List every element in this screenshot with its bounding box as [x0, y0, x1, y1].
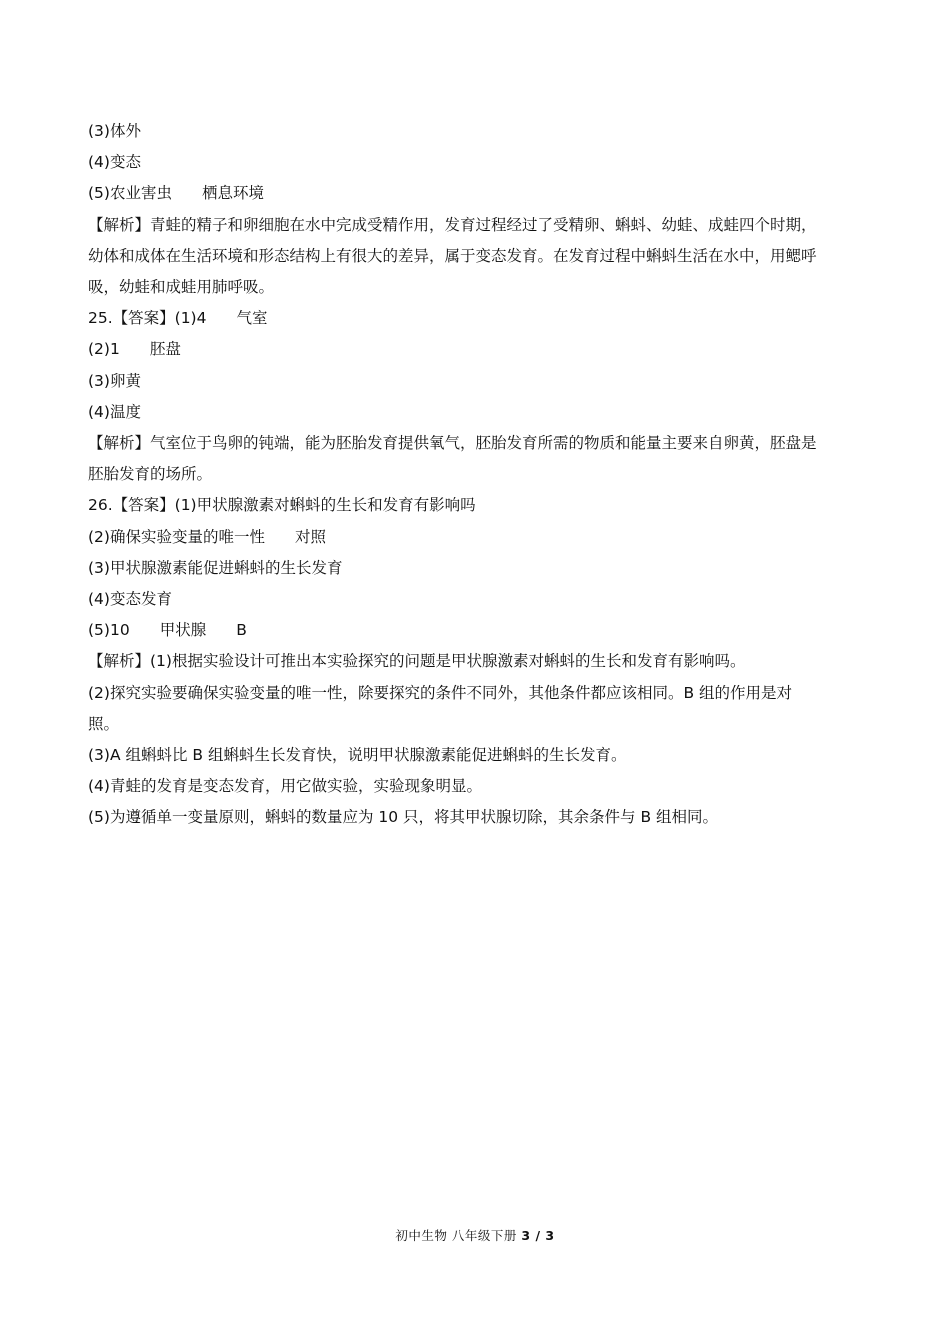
page-footer — [0, 1226, 950, 1244]
answer-line: (5)农业害虫 栖息环境 — [88, 184, 264, 203]
explanation-line: (4)青蛙的发育是变态发育，用它做实验，实验现象明显。 — [88, 777, 482, 796]
explanation-line: 照。 — [88, 714, 120, 733]
explanation-line: 幼体和成体在生活环境和形态结构上有很大的差异，属于变态发育。在发育过程中蝌蚪生活在水中，用鳃呼 — [88, 246, 817, 265]
question-26-answer: 26.【答案】(1)甲状腺激素对蝌蚪的生长和发育有影响吗 — [88, 496, 476, 515]
page-number: 3 / 3 — [521, 1228, 555, 1243]
answer-line: (3)甲状腺激素能促进蝌蚪的生长发育 — [88, 558, 343, 577]
answer-line: (3)卵黄 — [88, 371, 141, 390]
explanation-line: (3)A 组蝌蚪比 B 组蝌蚪生长发育快，说明甲状腺激素能促进蝌蚪的生长发育。 — [88, 746, 627, 765]
explanation-line: 【解析】气室位于鸟卵的钝端，能为胚胎发育提供氧气，胚胎发育所需的物质和能量主要来自卵黄，胚盘是 — [88, 434, 817, 453]
answer-line: (2)确保实验变量的唯一性 对照 — [88, 527, 326, 546]
answer-line: (2)1 胚盘 — [88, 340, 181, 359]
explanation-line: (2)探究实验要确保实验变量的唯一性，除要探究的条件不同外，其他条件都应该相同。B 组的作用是对 — [88, 683, 793, 702]
explanation-line: (5)为遵循单一变量原则，蝌蚪的数量应为 10 只，将其甲状腺切除，其余条件与 B 组相同。 — [88, 808, 719, 827]
explanation-line: 吸，幼蛙和成蛙用肺呼吸。 — [88, 278, 275, 297]
question-25-answer: 25.【答案】(1)4 气室 — [88, 309, 268, 328]
answer-line: (4)变态 — [88, 153, 141, 172]
answer-line: (5)10 甲状腺 B — [88, 621, 247, 640]
answer-line: (3)体外 — [88, 122, 141, 140]
footer-label: 初中生物 八年级下册 — [395, 1228, 517, 1243]
answer-line: (4)变态发育 — [88, 590, 172, 609]
answer-line: (4)温度 — [88, 402, 141, 421]
document-body — [88, 116, 858, 834]
explanation-line: 【解析】(1)根据实验设计可推出本实验探究的问题是甲状腺激素对蝌蚪的生长和发育有影响吗。 — [88, 652, 746, 671]
explanation-line: 【解析】青蛙的精子和卵细胞在水中完成受精作用，发育过程经过了受精卵、蝌蚪、幼蛙、成蛙四个时期， — [88, 215, 817, 234]
explanation-line: 胚胎发育的场所。 — [88, 465, 213, 484]
